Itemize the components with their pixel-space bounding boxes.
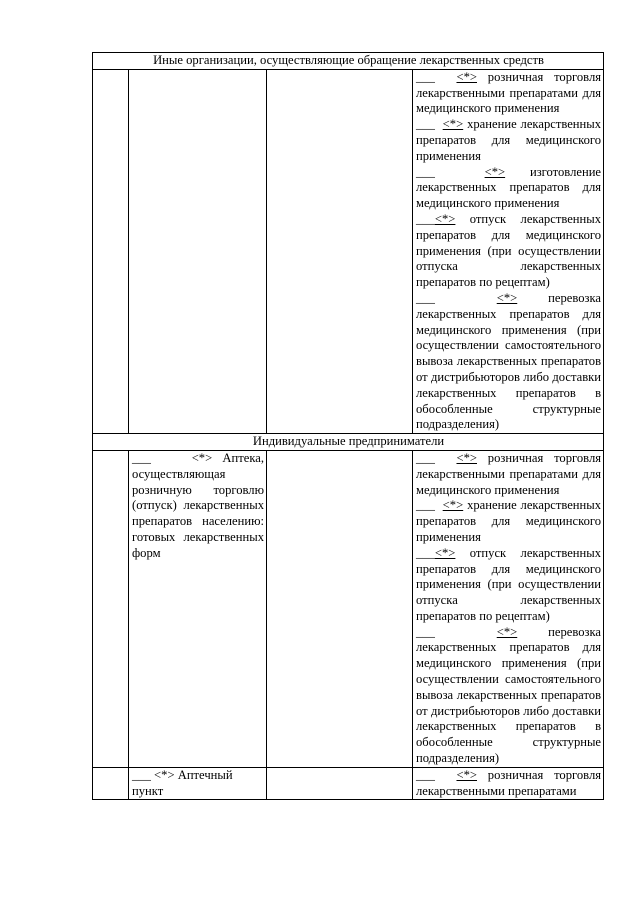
footnote-mark: <*> (456, 450, 477, 465)
cell-activities (413, 450, 604, 767)
activity-retail (416, 768, 601, 800)
checkbox-blank[interactable]: ___ (416, 767, 435, 782)
footnote-mark: <*> (442, 498, 464, 513)
facility-text: Аптека, осуществляющая розничную торговлю (отпуск) лекарственных препаратов населению: готовых лекарственных форм (132, 450, 264, 560)
footnote-mark: <*> (434, 545, 456, 560)
cell-number (93, 767, 129, 800)
activity-text: перевозка лекарственных препаратов для медицинского применения (при осуществлении самостоятельного вывоза лекарственных препаратов от дистрибьюторов либо доставки лекарственных препаратов в обособленные структурные подразделения) (416, 624, 602, 766)
license-activities-table (92, 52, 604, 800)
activity-manufacture (416, 165, 601, 212)
section-header-row (93, 434, 604, 451)
activity-text: розничная торговля лекарственными препаратами (416, 767, 602, 798)
checkbox-blank[interactable]: ___ (416, 290, 435, 305)
cell-address (267, 450, 413, 767)
activity-transport (416, 625, 601, 767)
checkbox-blank[interactable]: ___ (416, 164, 435, 179)
cell-facility (129, 767, 267, 800)
checkbox-blank[interactable]: ___ (416, 450, 435, 465)
footnote-mark: <*> (496, 624, 518, 639)
checkbox-blank[interactable]: ___ (416, 498, 435, 513)
activity-retail (416, 70, 601, 117)
cell-address (267, 69, 413, 433)
footnote-mark: <*> (442, 117, 464, 132)
checkbox-blank[interactable]: ___ (416, 117, 435, 132)
section-title-individual-entrepreneurs: Индивидуальные предприниматели (93, 434, 604, 451)
cell-address (267, 767, 413, 800)
table-row (93, 69, 604, 433)
activity-storage (416, 117, 601, 164)
table-row (93, 450, 604, 767)
facility-pharmacy-point (132, 768, 264, 800)
activity-dispensing (416, 212, 601, 291)
facility-pharmacy (132, 451, 264, 562)
activity-storage (416, 498, 601, 545)
checkbox-blank[interactable]: ___ (416, 545, 435, 560)
activity-text: розничная торговля лекарственными препаратами для медицинского применения (416, 69, 602, 116)
checkbox-blank[interactable]: ___ (132, 450, 151, 465)
activity-text: хранение лекарственных препаратов для медицинского применения (416, 498, 602, 544)
footnote-mark: <*> (154, 767, 175, 782)
cell-facility (129, 450, 267, 767)
section-title-other-organizations: Иные организации, осуществляющие обращение лекарственных средств (93, 53, 604, 70)
cell-facility (129, 69, 267, 433)
footnote-mark: <*> (191, 450, 213, 465)
footnote-mark: <*> (496, 290, 518, 305)
footnote-mark: <*> (484, 164, 506, 179)
section-header-row (93, 53, 604, 70)
cell-number (93, 450, 129, 767)
activity-text: отпуск лекарственных препаратов для медицинского применения (при осуществлении отпуска лекарственных препаратов по рецептам) (416, 545, 602, 623)
cell-activities (413, 767, 604, 800)
activity-text: розничная торговля лекарственными препаратами для медицинского применения (416, 450, 602, 497)
activity-text: отпуск лекарственных препаратов для медицинского применения (при осуществлении отпуска лекарственных препаратов по рецептам) (416, 211, 602, 290)
checkbox-blank[interactable]: ___ (416, 211, 435, 226)
facility-text: Аптечный пункт (132, 767, 233, 798)
table-row (93, 767, 604, 800)
checkbox-blank[interactable]: ___ (132, 767, 151, 782)
footnote-mark: <*> (456, 69, 477, 84)
footnote-mark: <*> (456, 767, 477, 782)
checkbox-blank[interactable]: ___ (416, 624, 435, 639)
activity-text: перевозка лекарственных препаратов для медицинского применения (при осуществлении самостоятельного вывоза лекарственных препаратов от дистрибьюторов либо доставки лекарственных препаратов в обособленные структурные подразделения) (416, 290, 602, 432)
activity-retail (416, 451, 601, 498)
activity-dispensing (416, 546, 601, 625)
activity-text: изготовление лекарственных препаратов для медицинского применения (416, 164, 602, 211)
cell-activities (413, 69, 604, 433)
activity-text: хранение лекарственных препаратов для медицинского применения (416, 117, 602, 163)
checkbox-blank[interactable]: ___ (416, 69, 435, 84)
activity-transport (416, 291, 601, 433)
footnote-mark: <*> (434, 211, 456, 226)
cell-number (93, 69, 129, 433)
